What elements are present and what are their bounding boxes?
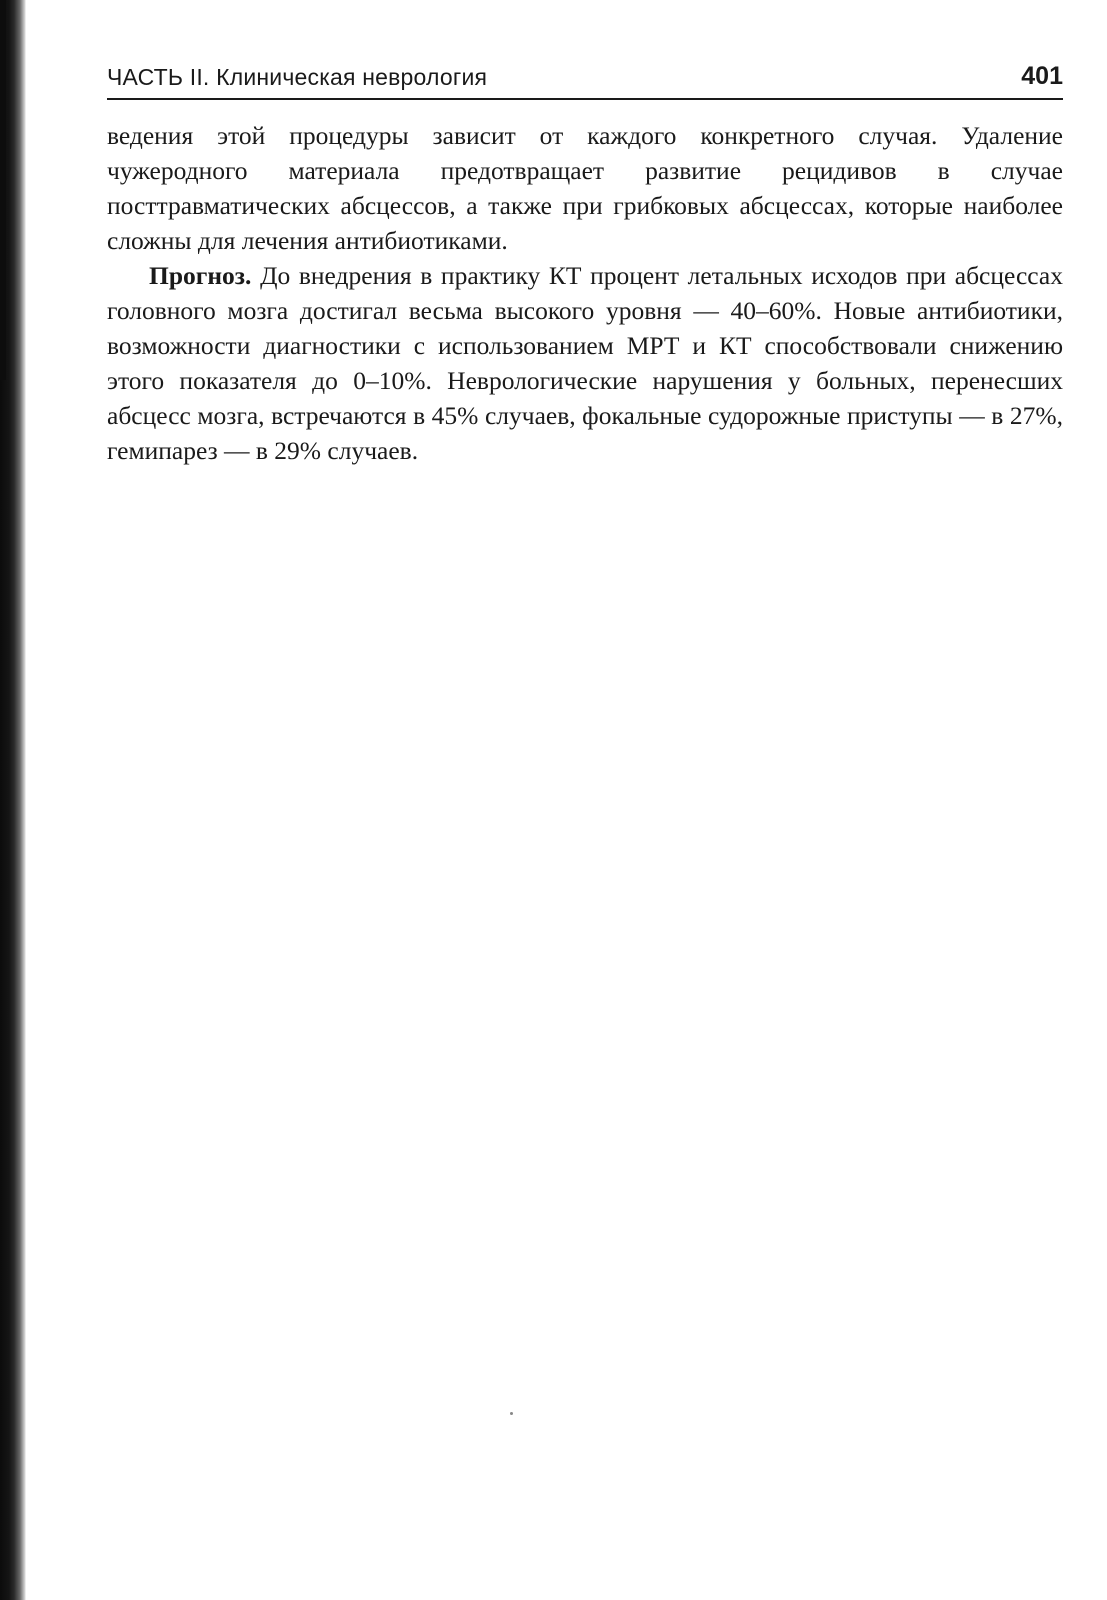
scan-speck [510,1412,513,1415]
paragraph-prognosis [107,258,1063,468]
chapter-title: ЧАСТЬ II. Клиническая неврология [107,64,488,90]
paragraph-prognosis-text: До внедрения в практику КТ процент летальных исходов при абсцессах головного мозга достигал весьма высокого уровня — 40–60%. Новые антибиотики, возможности диагностики с использованием МРТ и КТ способствовали снижению этого показателя до 0–10%. Неврологические нарушения у больных, перенесших абсцесс мозга, встречаются в 45% случаев, фокальные судорожные приступы — в 27%, гемипарез — в 29% случаев. [107,261,1063,465]
paragraph-lead-heading: Прогноз. [149,261,252,290]
page-body [107,118,1063,468]
running-header [107,62,1063,100]
scan-binding-shadow [0,0,6,380]
paragraph-continuation: ведения этой процедуры зависит от каждого конкретного случая. Удаление чужеродного материала предотвращает развитие рецидивов в случае посттравматических абсцессов, а также при грибковых абсцессах, которые наиболее сложны для лечения антибиотиками. [107,121,1063,255]
page-number: 401 [1021,62,1063,90]
